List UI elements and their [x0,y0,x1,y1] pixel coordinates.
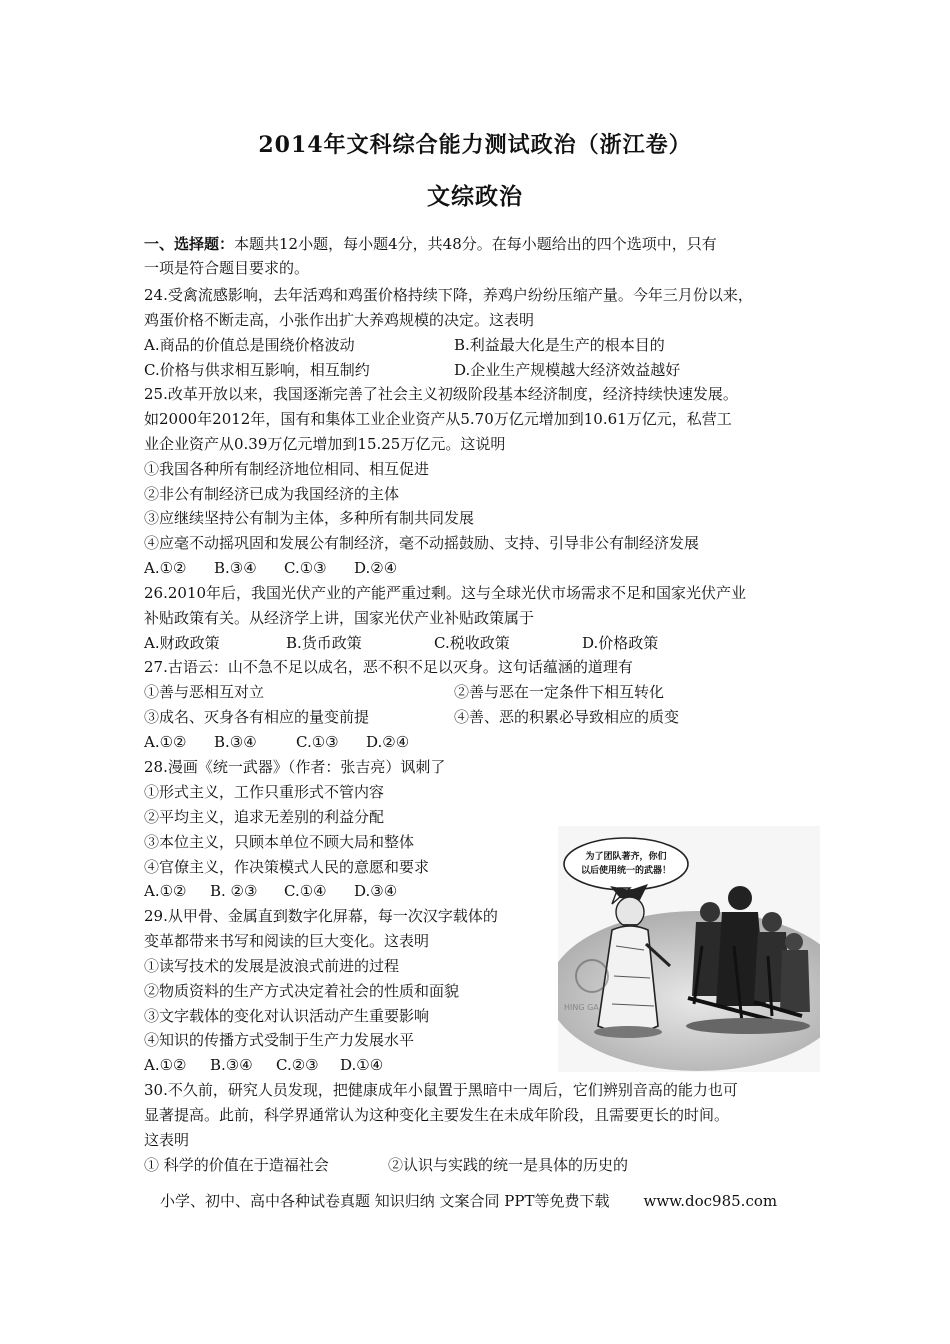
q25-option-d: D.②④ [354,559,398,577]
q25-option-a: A.①② [144,559,187,577]
q28-option-d: D.③④ [354,882,398,900]
q24-option-d: D.企业生产规模越大经济效益越好 [454,361,681,379]
q26-stem-line-2: 补贴政策有关。从经济学上讲，国家光伏产业补贴政策属于 [144,609,535,627]
q29-statement-1: ①读写技术的发展是波浪式前进的过程 [144,957,400,975]
q26-option-a: A.财政政策 [144,634,220,652]
q25-statement-1: ①我国各种所有制经济地位相同、相互促进 [144,460,430,478]
q25-statement-3: ③应继续坚持公有制为主体，多种所有制共同发展 [144,509,475,527]
section-intro-text: 本题共12小题，每小题4分，共48分。在每小题给出的四个选项中，只有 [234,235,717,253]
q29-statement-4: ④知识的传播方式受制于生产力发展水平 [144,1031,415,1049]
q26-options [144,633,658,653]
q26-option-b: B.货币政策 [286,634,362,652]
q27-option-a: A.①② [144,733,187,751]
q27-stem-line-1: 27.古语云：山不急不足以成名，恶不积不足以灭身。这句话蕴涵的道理有 [144,658,633,676]
q25-option-b: B.③④ [214,559,257,577]
q27-option-b: B.③④ [214,733,257,751]
q25-statement-4: ④应毫不动摇巩固和发展公有制经济，毫不动摇鼓励、支持、引导非公有制经济发展 [144,534,700,552]
q27-statement-1: ①善与恶相互对立 [144,683,265,701]
q24-option-c: C.价格与供求相互影响，相互制约 [144,361,370,379]
section-intro-line-1 [144,234,717,254]
q30-statement-2: ②认识与实践的统一是具体的历史的 [388,1156,629,1174]
q24-stem-line-1: 24.受禽流感影响，去年活鸡和鸡蛋价格持续下降，养鸡户纷纷压缩产量。今年三月份以来， [144,286,753,304]
q30-stem-line-1: 30.不久前，研究人员发现，把健康成年小鼠置于黑暗中一周后，它们辨别音高的能力也可 [144,1081,738,1099]
q28-statement-1: ①形式主义，工作只重形式不管内容 [144,783,385,801]
document-title: 2014年文科综合能力测试政治（浙江卷） [258,132,692,158]
q27-statement-2: ②善与恶在一定条件下相互转化 [454,683,665,701]
q25-statement-2: ②非公有制经济已成为我国经济的主体 [144,485,400,503]
q29-statement-2: ②物质资料的生产方式决定着社会的性质和面貌 [144,982,460,1000]
document-subtitle: 文综政治 [427,183,523,210]
q30-statement-1: ① 科学的价值在于造福社会 [144,1156,329,1174]
svg-text:HING GA: HING GA [564,1003,599,1012]
section-label: 一、选择题： [144,235,235,253]
q29-stem-line-2: 变革都带来书写和阅读的巨大变化。这表明 [144,932,430,950]
q30-stem-line-3: 这表明 [144,1131,190,1149]
q24-stem-line-2: 鸡蛋价格不断走高，小张作出扩大养鸡规模的决定。这表明 [144,311,535,329]
bubble-text-line-2: 以后使用统一的武器！ [580,866,672,876]
q28-stem-line-1: 28.漫画《统一武器》（作者：张吉亮）讽刺了 [144,758,446,776]
q27-option-d: D.②④ [366,733,410,751]
page-footer [160,1190,777,1211]
q29-option-d: D.①④ [340,1056,384,1074]
q27-options [144,732,409,752]
q27-statement-3: ③成名、灭身各有相应的量变前提 [144,708,370,726]
q25-stem-line-3: 业企业资产从0.39万亿元增加到15.25万亿元。这说明 [144,435,506,453]
q25-stem-line-1: 25.改革开放以来，我国逐渐完善了社会主义初级阶段基本经济制度，经济持续快速发展。 [144,385,738,403]
cartoon-illustration [558,826,820,1072]
q28-option-a: A.①② [144,882,187,900]
q25-stem-line-2: 如2000年2012年，国有和集体工业企业资产从5.70万亿元增加到10.61万亿元，私营工 [144,410,732,428]
q28-statement-4: ④官僚主义，作决策模式人民的意愿和要求 [144,858,430,876]
footer-url[interactable]: www.doc985.com [643,1192,778,1210]
q29-option-c: C.②③ [276,1056,319,1074]
q28-option-c: C.①④ [284,882,327,900]
q26-stem-line-1: 26.2010年后，我国光伏产业的产能严重过剩。这与全球光伏市场需求不足和国家光伏产业 [144,584,747,602]
q27-statement-4: ④善、恶的积累必导致相应的质变 [454,708,680,726]
q28-statement-3: ③本位主义，只顾本单位不顾大局和整体 [144,833,415,851]
bubble-text-line-1: 为了团队著齐，你们 [585,852,667,862]
q28-options [144,881,397,901]
q24-option-a: A.商品的价值总是围绕价格波动 [144,336,355,354]
q28-option-b: B. ②③ [210,882,258,900]
q24-option-b: B.利益最大化是生产的根本目的 [454,336,665,354]
q25-option-c: C.①③ [284,559,327,577]
q28-statement-2: ②平均主义，追求无差别的利益分配 [144,808,385,826]
q25-options [144,558,397,578]
q29-statement-3: ③文字载体的变化对认识活动产生重要影响 [144,1007,430,1025]
section-intro-line-2: 一项是符合题目要求的。 [144,259,310,277]
footer-text: 小学、初中、高中各种试卷真题 知识归纳 文案合同 PPT等免费下载 [160,1192,610,1210]
q29-option-b: B.③④ [210,1056,253,1074]
q26-option-c: C.税收政策 [434,634,510,652]
q29-option-a: A.①② [144,1056,187,1074]
q26-option-d: D.价格政策 [582,634,659,652]
q30-stem-line-2: 显著提高。此前，科学界通常认为这种变化主要发生在未成年阶段，且需要更长的时间。 [144,1106,730,1124]
q29-stem-line-1: 29.从甲骨、金属直到数字化屏幕，每一次汉字载体的 [144,907,498,925]
q29-options [144,1055,383,1075]
q27-option-c: C.①③ [296,733,339,751]
